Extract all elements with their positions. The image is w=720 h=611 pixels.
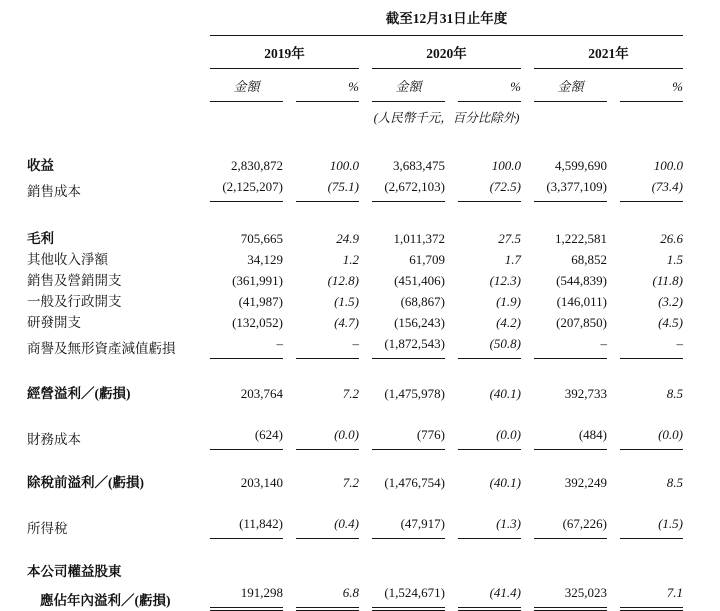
percent-cell: – xyxy=(296,333,359,359)
percent-cell: (1.5) xyxy=(620,513,683,539)
amount-cell: (68,867) xyxy=(400,294,445,309)
percent-cell: (0.4) xyxy=(296,513,359,539)
amount-cell: (1,872,543) xyxy=(372,333,445,359)
empty-cell xyxy=(296,561,359,582)
empty-cell xyxy=(27,102,197,129)
row-label: 經營溢利／(虧損) xyxy=(27,386,131,401)
empty-cell xyxy=(210,102,359,129)
table-row xyxy=(27,424,683,450)
percent-cell: (4.7) xyxy=(334,315,359,330)
year-header-2019: 2019年 xyxy=(210,36,359,69)
amount-cell: (67,226) xyxy=(534,513,607,539)
table-row xyxy=(27,176,683,202)
amount-cell: (1,475,978) xyxy=(384,386,445,401)
spacer-row xyxy=(27,404,683,424)
percent-cell: (3.2) xyxy=(658,294,683,309)
amount-header: 金額 xyxy=(534,69,607,102)
row-label: 應佔年內溢利／(虧損) xyxy=(40,593,171,608)
amount-cell: 325,023 xyxy=(534,582,607,611)
row-label: 除稅前溢利／(虧損) xyxy=(27,475,144,490)
table-row xyxy=(27,155,683,176)
percent-cell: 100.0 xyxy=(329,158,359,173)
row-label: 研發開支 xyxy=(27,315,81,330)
percent-cell: 7.2 xyxy=(342,475,359,490)
row-label: 銷售及營銷開支 xyxy=(27,273,122,288)
amount-cell: 2,830,872 xyxy=(231,158,283,173)
table-row xyxy=(27,472,683,493)
amount-cell: 61,709 xyxy=(409,252,445,267)
spacer-row xyxy=(27,129,683,155)
row-label: 毛利 xyxy=(27,231,54,246)
percent-cell: 26.6 xyxy=(660,231,683,246)
percent-cell: (4.5) xyxy=(658,315,683,330)
amount-cell: 1,222,581 xyxy=(555,231,607,246)
table-row xyxy=(27,582,683,611)
percent-cell: 1.5 xyxy=(666,252,683,267)
amount-header: 金額 xyxy=(372,69,445,102)
table-row xyxy=(27,333,683,359)
amount-cell: (484) xyxy=(534,424,607,450)
percent-cell: (50.8) xyxy=(458,333,521,359)
row-label: 本公司權益股東 xyxy=(27,564,122,579)
amount-cell: (41,987) xyxy=(238,294,283,309)
amount-cell: (146,011) xyxy=(556,294,607,309)
amount-cell: (207,850) xyxy=(556,315,607,330)
percent-cell: (11.8) xyxy=(652,273,683,288)
table-row xyxy=(27,249,683,270)
empty-cell xyxy=(27,69,197,102)
empty-cell xyxy=(458,561,521,582)
empty-cell xyxy=(620,561,683,582)
percent-cell: (1.3) xyxy=(458,513,521,539)
percent-cell: 1.7 xyxy=(504,252,521,267)
amount-cell: – xyxy=(534,333,607,359)
amount-header: 金額 xyxy=(210,69,283,102)
amount-cell: (1,524,671) xyxy=(372,582,445,611)
empty-cell xyxy=(210,561,283,582)
spacer-row xyxy=(27,493,683,513)
amount-cell: (361,991) xyxy=(232,273,283,288)
empty-cell xyxy=(534,102,683,129)
percent-cell: (1.5) xyxy=(334,294,359,309)
table-row xyxy=(27,513,683,539)
amount-cell: (776) xyxy=(372,424,445,450)
row-label: 所得稅 xyxy=(27,521,68,536)
amount-cell: 68,852 xyxy=(571,252,607,267)
year-header-row xyxy=(27,36,683,69)
percent-header: % xyxy=(458,69,521,102)
percent-cell: 24.9 xyxy=(336,231,359,246)
amount-cell: 203,764 xyxy=(240,386,283,401)
percent-cell: 8.5 xyxy=(666,475,683,490)
amount-cell: (156,243) xyxy=(394,315,445,330)
unit-note: (人民幣千元，百分比除外) xyxy=(373,111,520,125)
percent-cell: (40.1) xyxy=(489,386,521,401)
row-label: 一般及行政開支 xyxy=(27,294,122,309)
column-header-row xyxy=(27,69,683,102)
table-row xyxy=(27,228,683,249)
row-label: 其他收入淨額 xyxy=(27,252,108,267)
percent-cell: (72.5) xyxy=(458,176,521,202)
amount-cell: – xyxy=(210,333,283,359)
percent-cell: (40.1) xyxy=(489,475,521,490)
percent-cell: 7.1 xyxy=(620,582,683,611)
percent-cell: (0.0) xyxy=(458,424,521,450)
empty-cell xyxy=(372,561,445,582)
row-label: 商譽及無形資產減值虧損 xyxy=(27,341,176,356)
spacer-row xyxy=(27,202,683,228)
percent-cell: (0.0) xyxy=(620,424,683,450)
period-header: 截至12月31日止年度 xyxy=(210,8,683,36)
percent-header: % xyxy=(620,69,683,102)
percent-cell: 100.0 xyxy=(653,158,683,173)
amount-cell: (624) xyxy=(210,424,283,450)
year-header-2020: 2020年 xyxy=(372,36,521,69)
spacer-row xyxy=(27,359,683,383)
empty-cell xyxy=(27,36,197,69)
table-row xyxy=(27,561,683,582)
amount-cell: 191,298 xyxy=(210,582,283,611)
amount-cell: (2,672,103) xyxy=(372,176,445,202)
amount-cell: (451,406) xyxy=(394,273,445,288)
amount-cell: 392,249 xyxy=(564,475,607,490)
percent-cell: (0.0) xyxy=(296,424,359,450)
amount-cell: 392,733 xyxy=(564,386,607,401)
amount-cell: 203,140 xyxy=(240,475,283,490)
income-statement-table xyxy=(14,8,696,611)
row-label: 銷售成本 xyxy=(27,184,81,199)
row-label: 收益 xyxy=(27,158,54,173)
amount-cell: (3,377,109) xyxy=(534,176,607,202)
amount-cell: (11,842) xyxy=(210,513,283,539)
spacer-row xyxy=(27,539,683,561)
percent-header: % xyxy=(296,69,359,102)
table-row xyxy=(27,312,683,333)
percent-cell: (1.9) xyxy=(496,294,521,309)
table-row xyxy=(27,270,683,291)
percent-cell: 6.8 xyxy=(296,582,359,611)
percent-cell: 8.5 xyxy=(666,386,683,401)
amount-cell: (2,125,207) xyxy=(210,176,283,202)
amount-cell: 4,599,690 xyxy=(555,158,607,173)
percent-cell: (12.8) xyxy=(327,273,359,288)
row-label: 財務成本 xyxy=(27,432,81,447)
percent-cell: (4.2) xyxy=(496,315,521,330)
percent-cell: 1.2 xyxy=(342,252,359,267)
table-row xyxy=(27,291,683,312)
amount-cell: (47,917) xyxy=(372,513,445,539)
amount-cell: 1,011,372 xyxy=(393,231,445,246)
table-row xyxy=(27,383,683,404)
percent-cell: – xyxy=(620,333,683,359)
amount-cell: 34,129 xyxy=(247,252,283,267)
percent-cell: 100.0 xyxy=(491,158,521,173)
amount-cell: 705,665 xyxy=(240,231,283,246)
unit-note-row xyxy=(27,102,683,129)
percent-cell: (41.4) xyxy=(458,582,521,611)
percent-cell: (73.4) xyxy=(620,176,683,202)
amount-cell: (132,052) xyxy=(232,315,283,330)
period-header-row xyxy=(27,8,683,36)
amount-cell: (1,476,754) xyxy=(384,475,445,490)
percent-cell: (12.3) xyxy=(489,273,521,288)
spacer-row xyxy=(27,450,683,472)
percent-cell: 27.5 xyxy=(498,231,521,246)
percent-cell: 7.2 xyxy=(342,386,359,401)
amount-cell: 3,683,475 xyxy=(393,158,445,173)
percent-cell: (75.1) xyxy=(296,176,359,202)
empty-cell xyxy=(27,8,197,36)
year-header-2021: 2021年 xyxy=(534,36,683,69)
empty-cell xyxy=(534,561,607,582)
amount-cell: (544,839) xyxy=(556,273,607,288)
